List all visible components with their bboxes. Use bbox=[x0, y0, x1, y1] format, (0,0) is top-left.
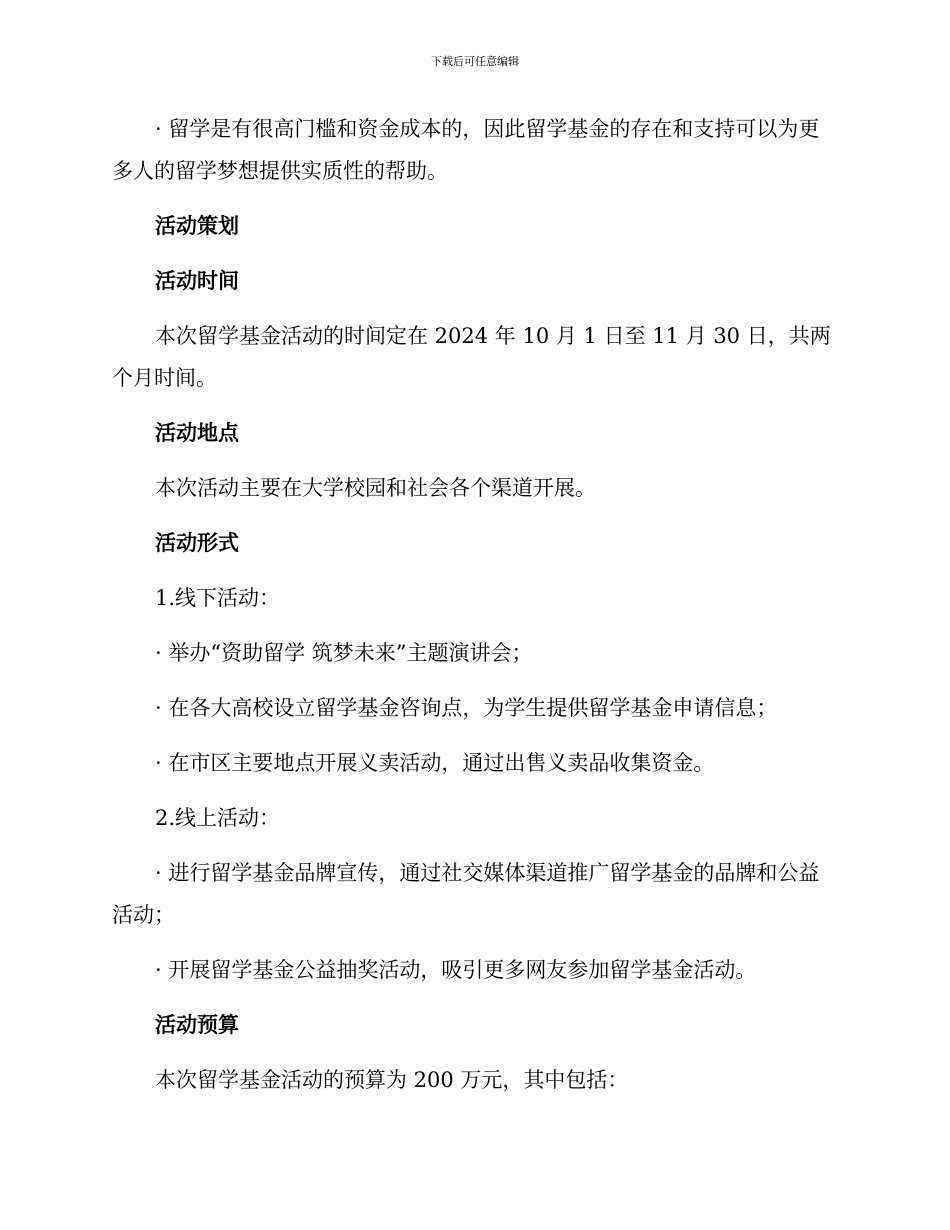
list-item-online-1: · 进行留学基金品牌宣传，通过社交媒体渠道推广留学基金的品牌和公益活动； bbox=[112, 861, 820, 927]
heading-activity-budget: 活动预算 bbox=[155, 1012, 239, 1037]
list-item-offline-3: · 在市区主要地点开展义卖活动，通过出售义卖品收集资金。 bbox=[155, 751, 715, 775]
page-header-note: 下载后可任意编辑 bbox=[431, 55, 519, 68]
heading-activity-format: 活动形式 bbox=[155, 530, 239, 555]
heading-activity-time: 活动时间 bbox=[155, 268, 239, 293]
list-item-offline-1: · 举办“资助留学 筑梦未来”主题演讲会； bbox=[155, 641, 533, 665]
list-item-offline-2: · 在各大高校设立留学基金咨询点，为学生提供留学基金申请信息； bbox=[155, 696, 778, 720]
paragraph-online-title: 2.线上活动： bbox=[155, 806, 281, 830]
heading-activity-plan: 活动策划 bbox=[155, 213, 239, 238]
paragraph-activity-location: 本次活动主要在大学校园和社会各个渠道开展。 bbox=[155, 476, 596, 500]
list-item-online-2: · 开展留学基金公益抽奖活动，吸引更多网友参加留学基金活动。 bbox=[155, 958, 757, 982]
paragraph-activity-time: 本次留学基金活动的时间定在 2024 年 10 月 1 日至 11 月 30 日，共两个月时间。 bbox=[112, 324, 831, 390]
paragraph-activity-budget: 本次留学基金活动的预算为 200 万元，其中包括： bbox=[155, 1068, 629, 1092]
heading-activity-location: 活动地点 bbox=[155, 420, 239, 445]
document-body bbox=[112, 108, 832, 1114]
paragraph-intro: · 留学是有很高门槛和资金成本的，因此留学基金的存在和支持可以为更多人的留学梦想提供实质性的帮助。 bbox=[112, 117, 820, 183]
paragraph-offline-title: 1.线下活动： bbox=[155, 586, 281, 610]
